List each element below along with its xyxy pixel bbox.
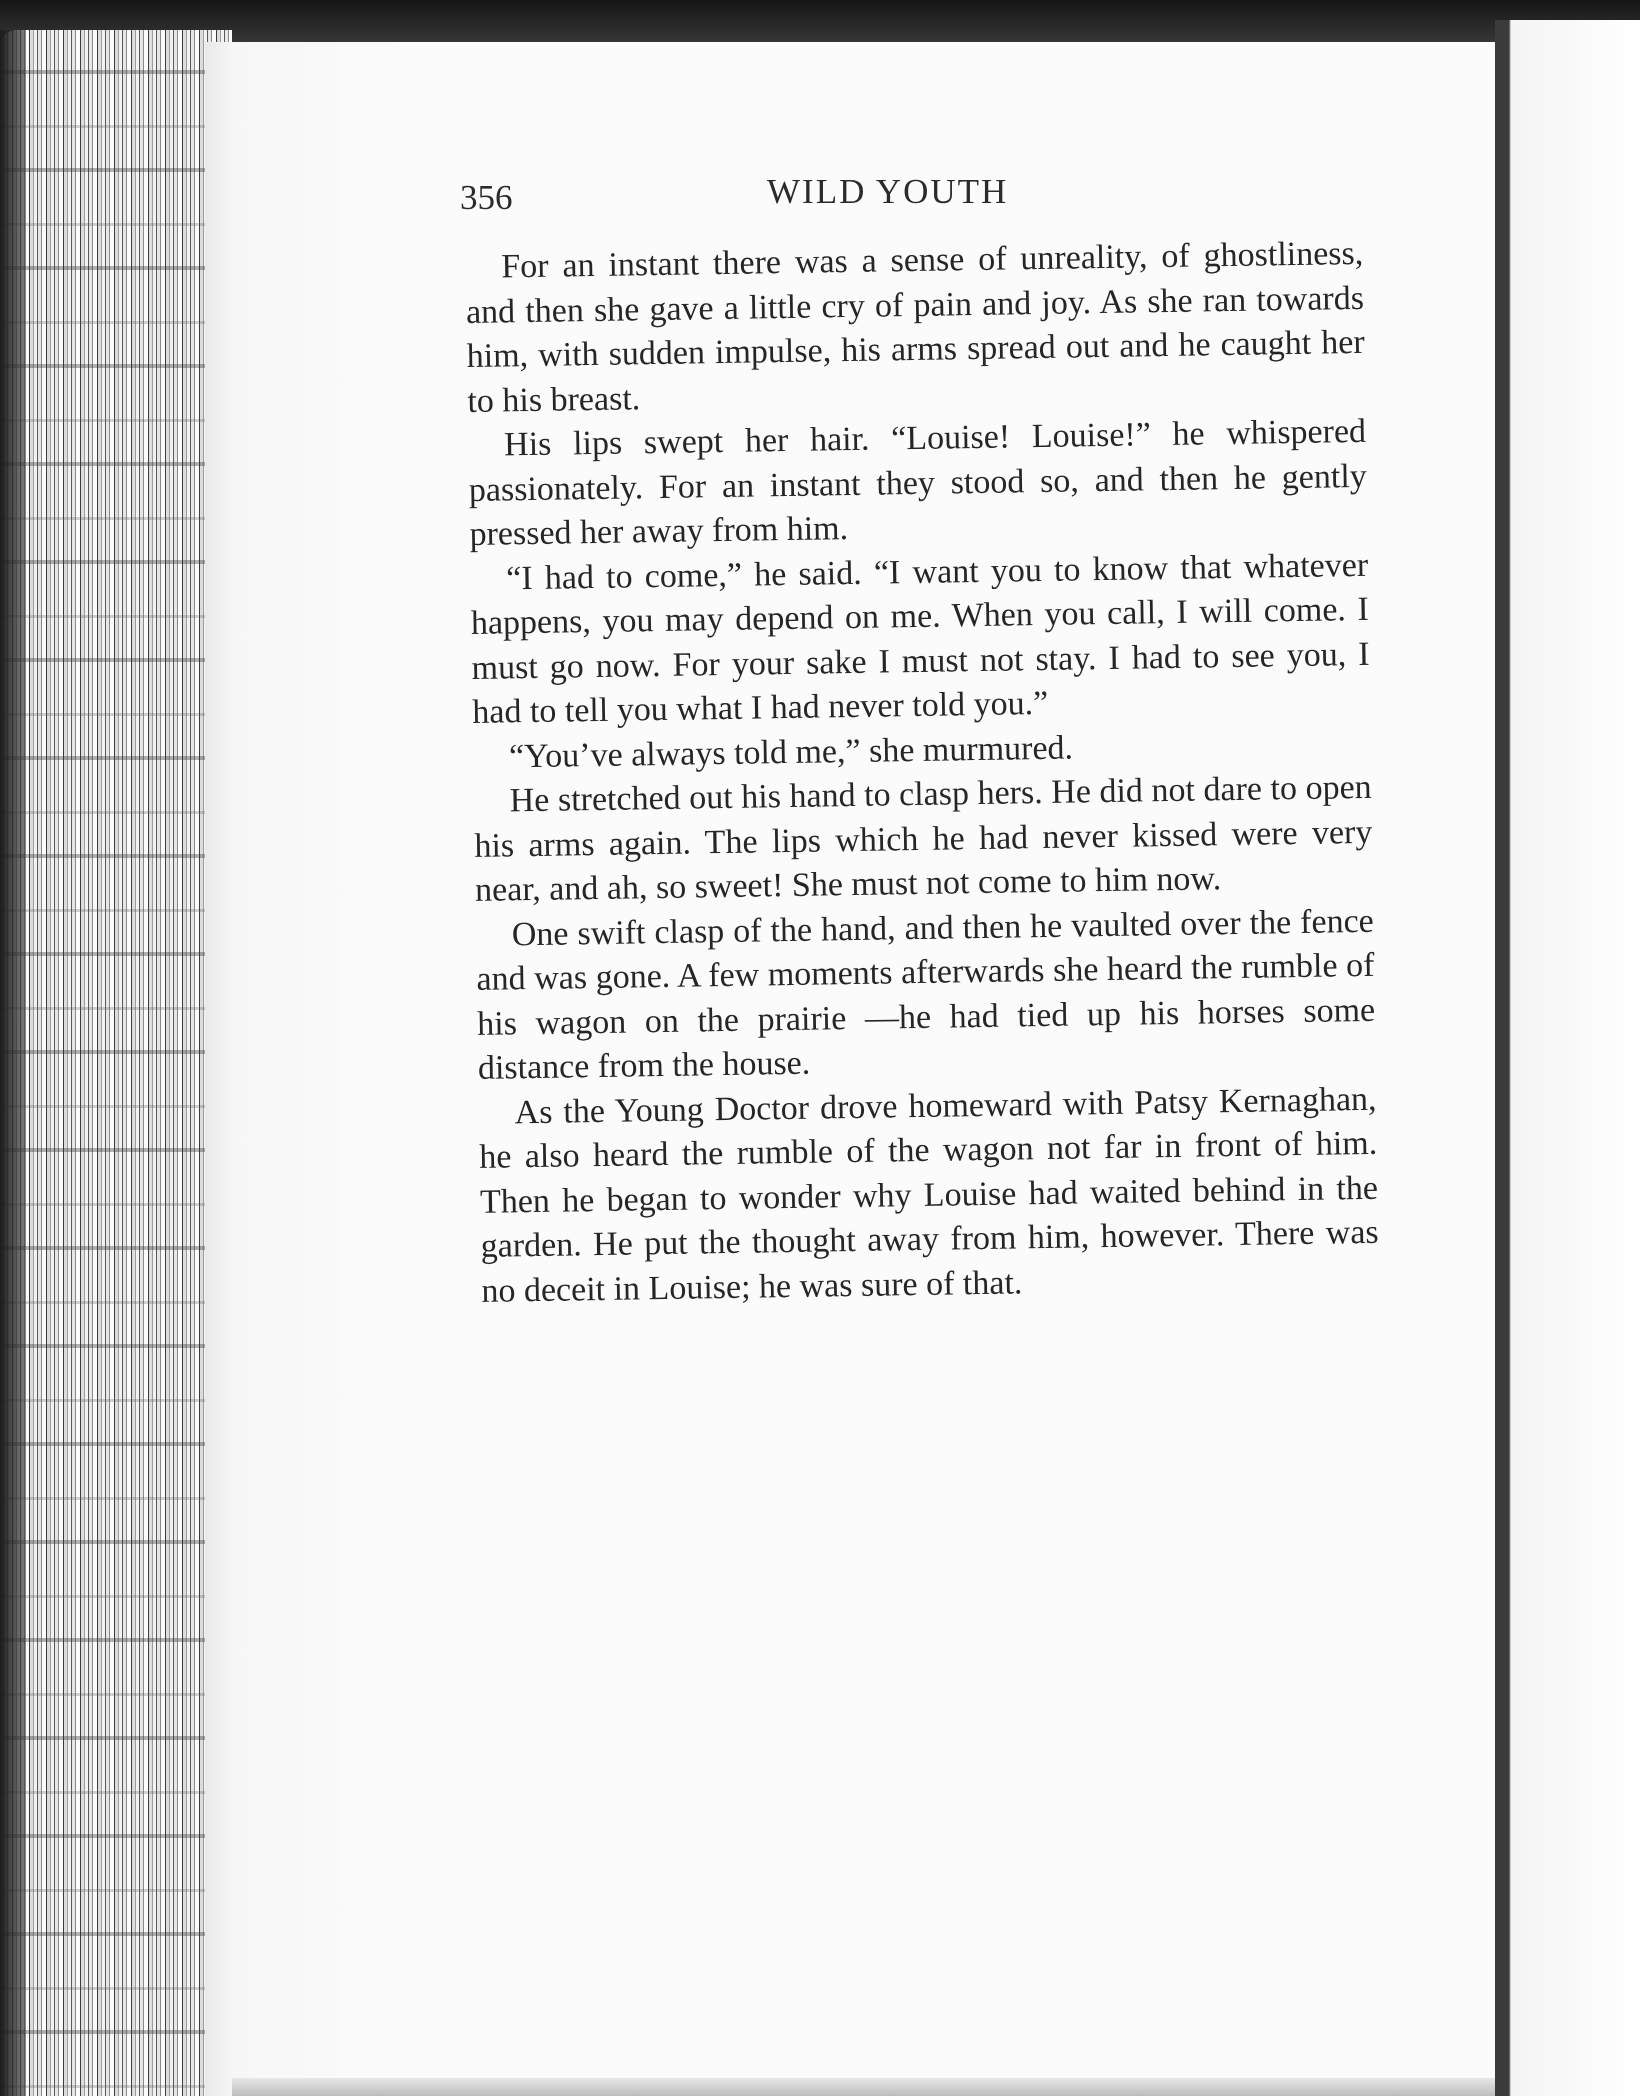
paragraph: For an instant there was a sense of unreality, of ghostliness, and then she gave a little cry of pain and joy. As she ran towards him, with sudden impulse, his arms spread out and he caught her to his breast. xyxy=(465,234,1365,420)
running-head xyxy=(460,172,1045,222)
scan-top-edge xyxy=(0,0,1640,46)
paragraph: “I had to come,” he said. “I want you to know that whatever happens, you may depend on me. When you call, I will come. I must go now. For your sake I must not stay. I had to see you, I had to tell you what I had never told you.” xyxy=(470,546,1370,731)
paragraph: One swift clasp of the hand, and then he vaulted over the fence and was gone. A few moments afterwards she heard the rumble of his wagon on the prairie —he had tied up his horses some distance from the house. xyxy=(476,902,1376,1087)
paragraph: “You’ve always told me,” she murmured. xyxy=(508,729,1074,775)
page-bottom-edge xyxy=(232,2078,1495,2096)
paragraph: As the Young Doctor drove homeward with Patsy Kernaghan, he also heard the rumble of the wagon not far in front of him. Then he began to wonder why Louise had waited behind in the garden. He put the thought away from him, however. There was no deceit in Louise; he was sure of that. xyxy=(479,1080,1379,1310)
book-title: WILD YOUTH xyxy=(767,172,1009,211)
page-number: 356 xyxy=(460,178,513,217)
paragraph: His lips swept her hair. “Louise! Louise!” he whispered passionately. For an instant they stood so, and then he gently pressed her away from him. xyxy=(468,412,1368,553)
paragraph: He stretched out his hand to clasp hers. He did not dare to open his arms again. The lips which he had never kissed were very near, and ah, so sweet! She must not come to him now. xyxy=(474,768,1373,909)
book-page-edges xyxy=(0,30,232,2096)
body-text xyxy=(465,232,1380,1314)
book-cover-edge xyxy=(1495,20,1640,2096)
